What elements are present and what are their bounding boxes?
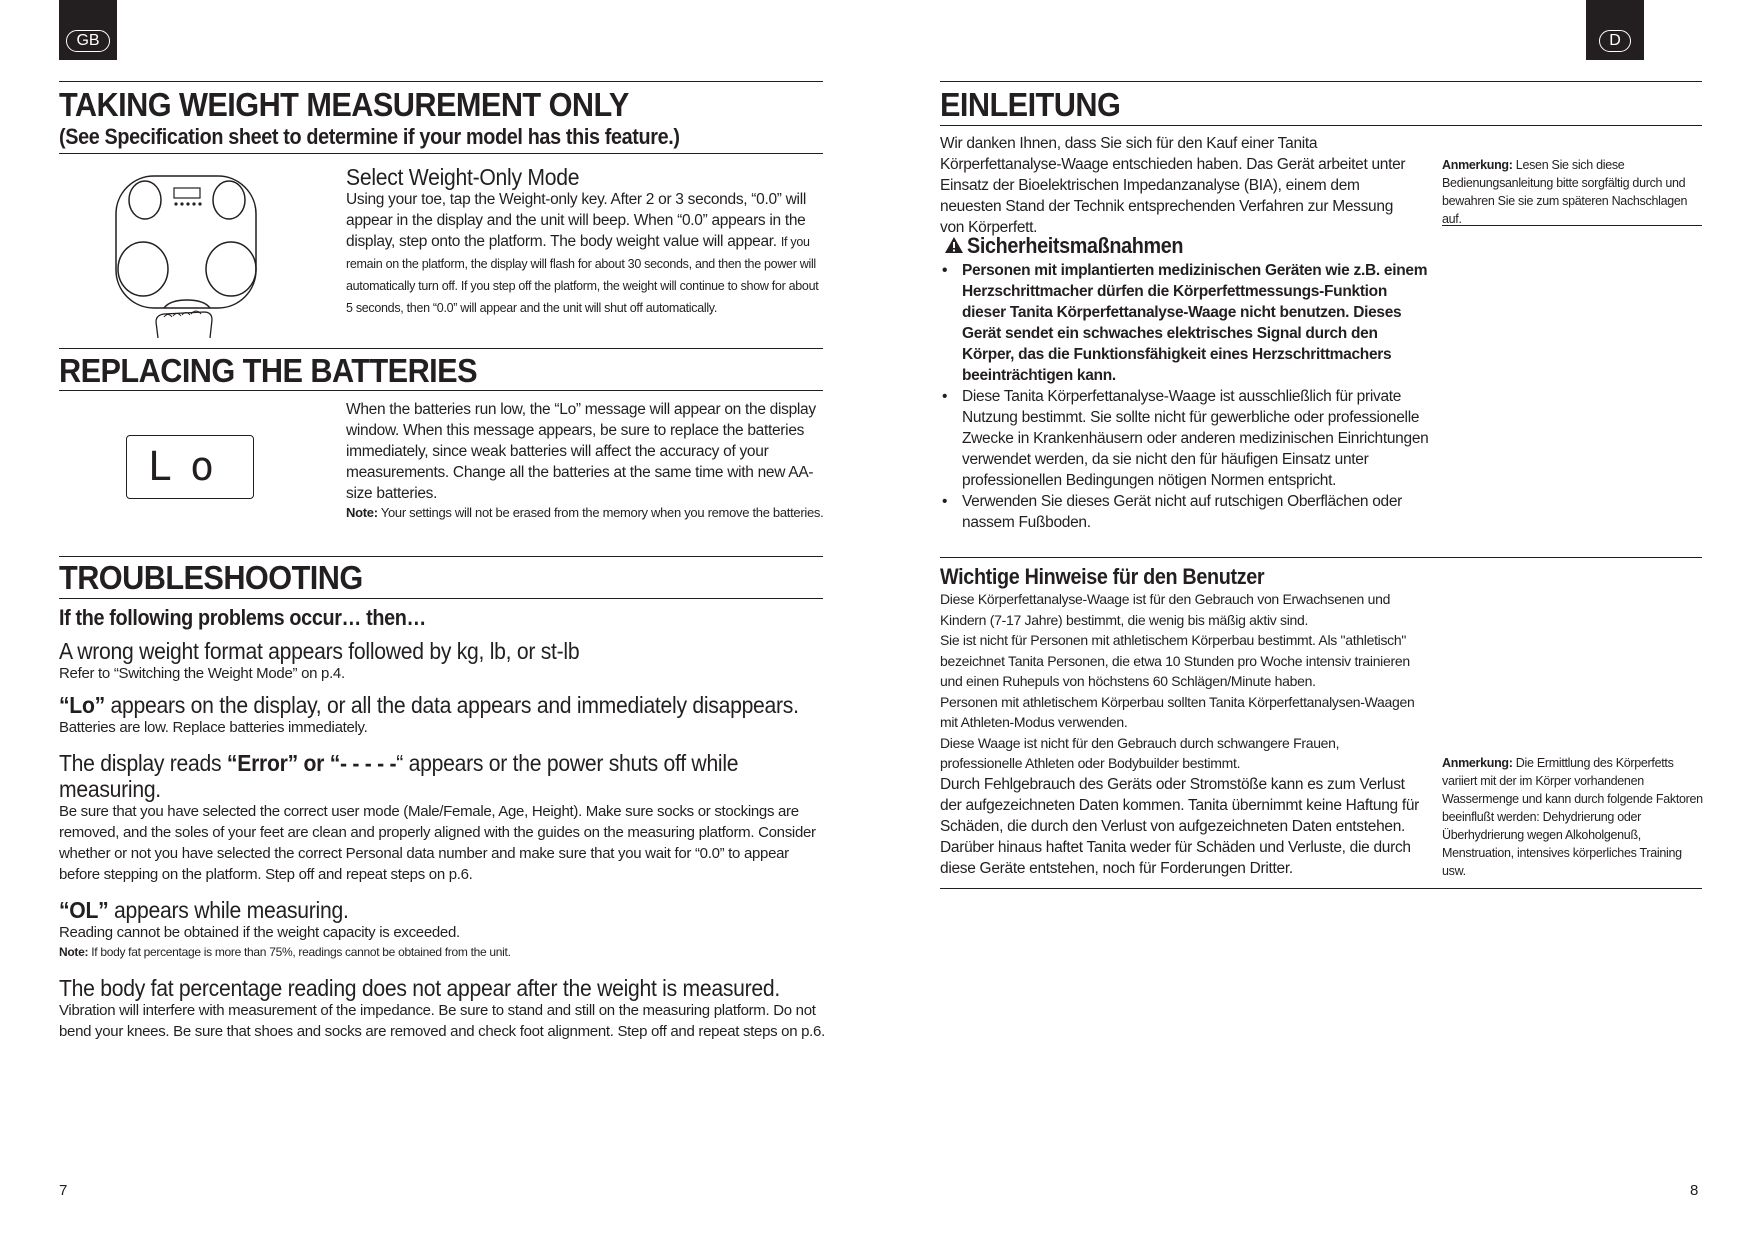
safety-title: Sicherheitsmaßnahmen [967,233,1184,258]
divider [1442,225,1702,226]
divider [59,153,823,154]
safety-bullet-private-use: • Diese Tanita Körperfettanalyse-Waage ist ausschließlich für private Nutzung bestimmt. Sie sollte nicht für gewerbliche oder professionelle Zwecke in Krankenhäusern oder anderen medizinischen Einrichtungen verwendet werden, da sie nicht den für häufigen Einsatz unter professionellen Bedingungen nötigen Normen entspricht. [962,386,1430,491]
section-title-batteries: REPLACING THE BATTERIES [59,352,477,389]
problem-note-ol: Note: If body fat percentage is more than 75%, readings cannot be obtained from the unit. [59,945,511,959]
scale-illustration [112,172,262,340]
einleitung-text: Wir danken Ihnen, dass Sie sich für den Kauf einer Tanita Körperfettanalyse-Waage entschieden haben. Das Gerät arbeitet unter Einsatz der Bioelektrischen Impedanzanalyse (BIA), einem dem neuesten Stand der Technik entsprechenden Verfahren zur Messung von Körperfett. [940,135,1406,236]
divider [59,556,823,557]
scale-display [174,188,200,198]
problem-solution-format: Refer to “Switching the Weight Mode” on p.4. [59,665,345,682]
troubleshooting-subtitle: If the following problems occur… then… [59,605,426,630]
safety-bullet-pacemaker: • Personen mit implantierten medizinischen Geräten wie z.B. einem Herzschrittmacher dürfen die Körperfettmessungs-Funktion dieser Tanita Körperfettanalyse-Waage nicht benutzen. Dieses Gerät sendet ein schwaches elektrisches Signal durch den Körper, das die Funktionsfähigkeit eines Herzschrittmachers beeinträchtigen kann. [962,260,1430,386]
problem-heading-bodyfat: The body fat percentage reading does not appear after the weight is measured. [59,975,781,1001]
language-tab-d [1586,0,1644,60]
problem-solution-ol: Reading cannot be obtained if the weight capacity is exceeded. [59,924,460,941]
batteries-note: Note: Your settings will not be erased from the memory when you remove the batteries. [346,505,824,520]
safety-list [940,260,1430,533]
hinweise-text: Diese Körperfettanalyse-Waage ist für den Gebrauch von Erwachsenen und Kindern (7-17 Jahre) bestimmt, die wenig bis mäßig aktiv sind. Sie ist nicht für Personen mit athletischem Körperbau bestimmt. Als "athletisch" bezeichnet Tanita Personen, die etwa 10 Stunden pro Woche intensiv trainieren und einen Ruhepuls von höchstens 60 Schlägen/Minute haben. Personen mit athletischem Körperbau sollten Tanita Körperfettanalysen-Waagen mit Athleten-Modus verwenden. Diese Waage ist nicht für den Gebrauch durch schwangere Frauen, professionelle Athleten oder Bodybuilder bestimmt. Durch Fehlgebrauch des Geräts oder Stromstöße kann es zum Verlust der aufgezeichneten Daten kommen. Tanita übernimmt keine Haftung für Schäden, die durch den Verlust von aufgezeichneten Daten entstehen. Darüber hinaus haftet Tanita weder für Schäden und Verluste, die durch diese Geräte entstehen, noch für Forderungen Dritter. [940,591,1420,877]
language-tab-gb [59,0,117,60]
warning-icon [944,236,964,254]
section-title-troubleshooting: TROUBLESHOOTING [59,559,363,596]
divider [940,888,1702,889]
problem-heading-error-cont: measuring. [59,776,161,802]
problem-solution-error: Be sure that you have selected the correct user mode (Male/Female, Age, Height). Make sure socks or stockings are removed, and the soles of your feet are clean and properly aligned with the guides on the measuring platform. Consider whether or not you have selected the correct Personal data number and make sure that you wait for “0.0” to appear before stepping on the platform. Step off and repeat steps on p.6. [59,803,816,883]
problem-heading-ol: “OL” appears while measuring. [59,897,349,923]
problem-solution-lo: Batteries are low. Replace batteries immediately. [59,719,368,736]
section-title-einleitung: EINLEITUNG [940,86,1121,123]
electrode-rear-right [206,242,256,296]
batteries-description: When the batteries run low, the “Lo” message will appear on the display window. When this message appears, be sure to replace the batteries immediately, since weak batteries will affect the accuracy of your measurements. Change all the batteries at the same time with new AA-size batteries. [346,401,816,502]
weight-only-description: Using your toe, tap the Weight-only key. After 2 or 3 seconds, “0.0” will appear in the display and the unit will beep. When “0.0” appears in the display, step onto the platform. The body weight value will appear. If you remain on the platform, the display will flash for about 30 seconds, and then the power will automatically turn off. If you step off the platform, the weight will continue to show for about 5 seconds, then “0.0” will appear and the unit will shut off automatically. [346,191,819,315]
page-number-right: 8 [1690,1182,1699,1199]
divider [59,390,823,391]
divider [59,598,823,599]
hinweise-title: Wichtige Hinweise für den Benutzer [940,564,1265,589]
problem-heading-format: A wrong weight format appears followed by kg, lb, or st-lb [59,638,580,664]
electrode-rear-left [118,242,168,296]
hinweise-note: Anmerkung: Die Ermittlung des Körperfetts variiert mit der im Körper vorhandenen Wassermenge und kann durch folgende Faktoren beeinflußt werden: Dehydrierung oder Überhydrierung wegen Alkoholgenuß, Menstruation, intensives körperliches Training usw. [1442,756,1703,878]
page-number-left: 7 [59,1182,68,1199]
section-subtitle-weight-only: (See Specification sheet to determine if your model has this feature.) [59,124,680,149]
step-heading-weight-only: Select Weight-Only Mode [346,164,580,190]
weight-only-key [164,300,210,308]
electrode-front-left [129,181,161,219]
divider [940,125,1702,126]
divider [59,81,823,82]
section-title-weight-only: TAKING WEIGHT MEASUREMENT ONLY [59,86,629,123]
language-tab-label: GB [66,30,109,52]
electrode-front-right [213,181,245,219]
divider [59,348,823,349]
einleitung-note: Anmerkung: Lesen Sie sich diese Bedienungsanleitung bitte sorgfältig durch und bewahren Sie sie zum späteren Nachschlagen auf. [1442,158,1688,226]
language-tab-label: D [1599,30,1631,52]
divider [940,557,1702,558]
lcd-lo-display: Lo [126,435,254,499]
divider [940,81,1702,82]
problem-heading-lo: “Lo” appears on the display, or all the data appears and immediately disappears. [59,692,799,718]
problem-solution-bodyfat: Vibration will interfere with measurement of the impedance. Be sure to stand and still on the measuring platform. Do not bend your knees. Be sure that shoes and socks are removed and check foot alignment. Step off and repeat steps on p.6. [59,1002,825,1040]
problem-heading-error: The display reads “Error” or “- - - - -“ appears or the power shuts off while [59,750,739,776]
safety-bullet-slippery: • Verwenden Sie dieses Gerät nicht auf rutschigen Oberflächen oder nassem Fußboden. [962,491,1430,533]
